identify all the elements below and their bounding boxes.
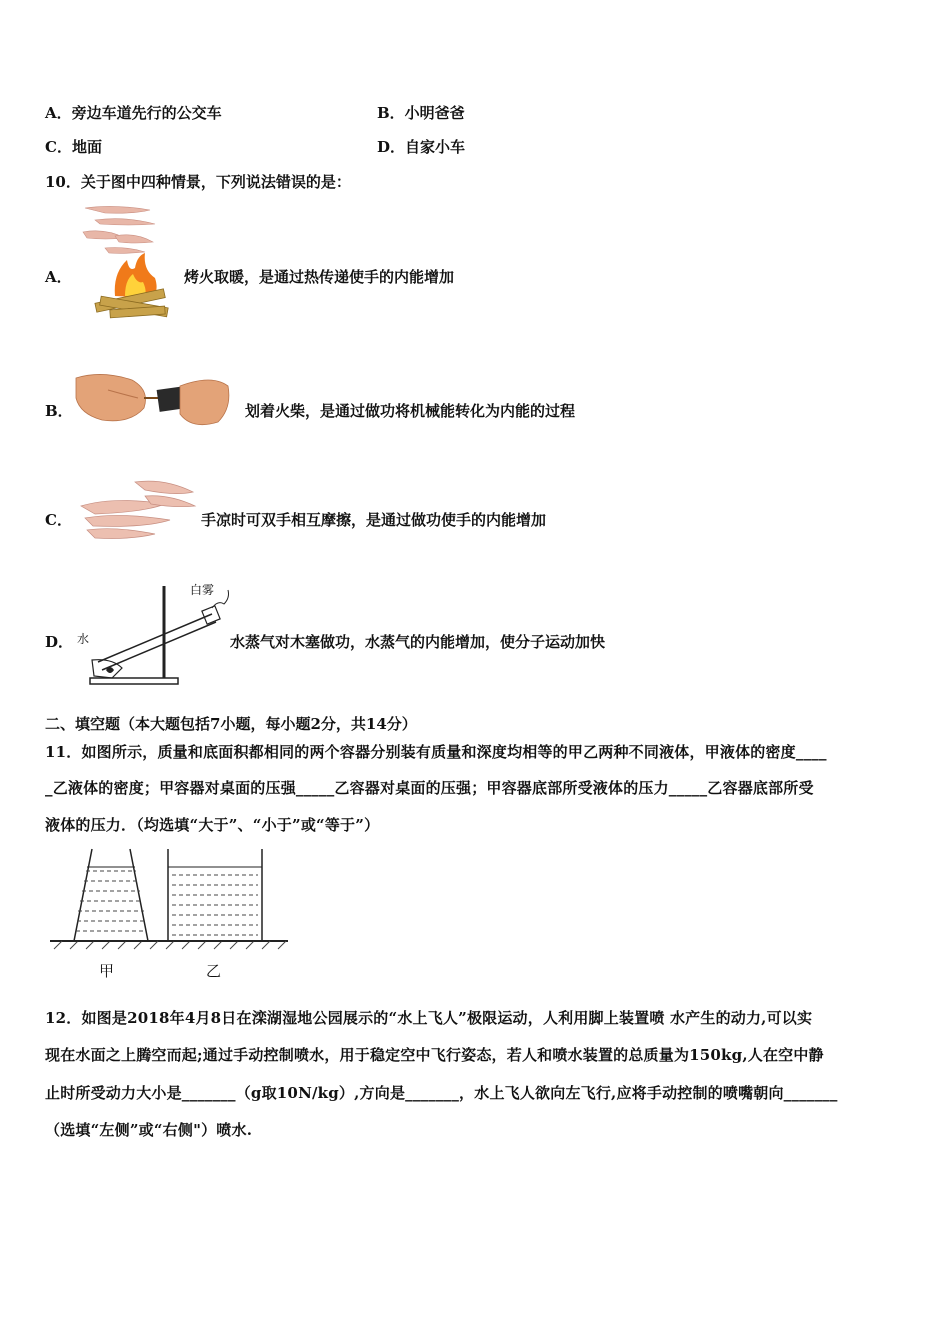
container-label-jia: 甲 [99,962,115,980]
q9-option-a: A．旁边车道先行的公交车 [45,104,222,122]
q10-option-d-text: 水蒸气对木塞做功，水蒸气的内能增加，使分子运动加快 [230,633,606,651]
campfire-hands-image [75,198,185,323]
match-striking-image [72,368,232,434]
two-containers-figure [50,845,290,950]
q11-line-1: 11．如图所示，质量和底面积都相同的两个容器分别装有质量和深度均相等的甲乙两种不同液体，甲液体的密度____ [45,743,827,761]
section2-title: 二、填空题（本大题包括7小题，每小题2分，共14分） [45,715,417,733]
q10-option-a-label: A． [45,268,72,286]
q12-line-1: 12．如图是2018年4月8日在滦湖湿地公园展示的“水上飞人”极限运动，人利用脚上装置喷 水产生的动力,可以实 [45,1009,813,1027]
rubbing-hands-image [75,476,200,546]
fig-d-fog-label: 白雾 [190,583,215,597]
q12-line-4: （选填“左侧”或“右侧"）喷水. [45,1121,253,1139]
q9-option-c: C．地面 [45,138,102,156]
q11-line-2: _乙液体的密度；甲容器对桌面的压强_____乙容器对桌面的压强；甲容器底部所受液体的压力_____乙容器底部所受 [45,779,814,797]
q10-option-b-text: 划着火柴，是通过做功将机械能转化为内能的过程 [245,402,576,420]
container-label-yi: 乙 [206,962,222,980]
fig-d-water-label: 水 [77,632,90,646]
q10-option-c-text: 手凉时可双手相互摩擦，是通过做功使手的内能增加 [201,511,547,529]
q10-option-b-label: B． [45,402,73,420]
q10-option-d-label: D． [45,633,74,651]
q9-option-b: B．小明爸爸 [377,104,465,122]
q12-line-2: 现在水面之上腾空而起;通过手动控制喷水，用于稳定空中飞行姿态，若人和喷水装置的总质量为150kg,人在空中静 [45,1046,824,1064]
q12-line-3: 止时所受动力大小是_______（g取10N/kg）,方向是_______，水上飞人欲向左飞行,应将手动控制的喷嘴朝向_______ [45,1084,838,1102]
q10-stem: 10．关于图中四种情景，下列说法错误的是： [45,173,351,191]
q10-option-a-text: 烤火取暖，是通过热传递使手的内能增加 [184,268,455,286]
q11-line-3: 液体的压力．（均选填“大于”、“小于”或“等于”） [45,816,380,834]
q10-option-c-label: C． [45,511,72,529]
q9-option-d: D．自家小车 [377,138,466,156]
